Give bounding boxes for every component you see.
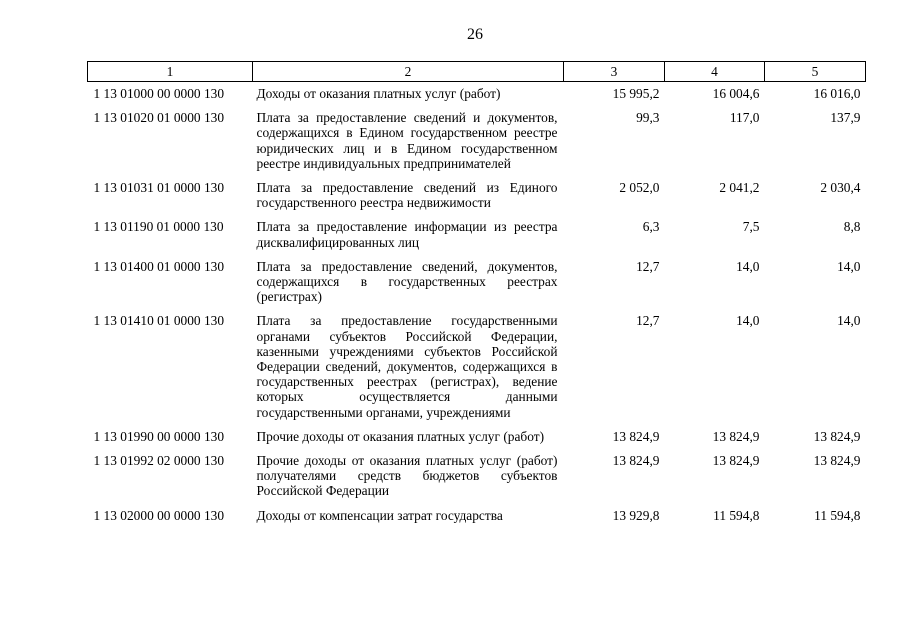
row-value-col3: 2 052,0 — [619, 180, 660, 196]
row-name: Плата за предоставление сведений из Единого государственного реестра недвижимости — [256, 180, 558, 211]
row-name: Прочие доходы от оказания платных услуг (работ) — [256, 428, 545, 444]
row-value-col5: 14,0 — [837, 258, 861, 274]
row-value-col3: 15 995,2 — [612, 86, 660, 101]
row-value-col4: 117,0 — [729, 110, 760, 126]
row-value-col4: 14,0 — [736, 313, 760, 329]
row-value-col5: 11 594,8 — [814, 507, 861, 523]
row-code: 1 13 01410 01 0000 130 — [93, 313, 225, 329]
row-name: Плата за предоставление информации из реестра дисквалифицированных лиц — [256, 219, 558, 250]
row-value-col5: 16 016,0 — [813, 86, 861, 101]
table-body — [88, 82, 866, 528]
table-row — [88, 425, 866, 449]
row-code: 1 13 01000 00 0000 130 — [93, 86, 225, 101]
row-code: 1 13 01031 01 0000 130 — [93, 180, 225, 196]
row-value-col5: 2 030,4 — [820, 180, 861, 196]
row-value-col3: 99,3 — [636, 110, 660, 126]
row-value-col4: 14,0 — [736, 258, 760, 274]
budget-table — [87, 61, 866, 528]
header-col-3: 3 — [564, 62, 665, 82]
row-value-col4: 7,5 — [742, 219, 760, 235]
row-value-col3: 13 929,8 — [612, 507, 660, 523]
row-value-col4: 16 004,6 — [712, 86, 760, 101]
page-number: 26 — [467, 26, 483, 43]
row-code: 1 13 01992 02 0000 130 — [93, 453, 225, 469]
row-value-col5: 137,9 — [830, 110, 861, 126]
row-code: 1 13 01990 00 0000 130 — [93, 428, 225, 444]
row-name: Плата за предоставление сведений, документов, содержащихся в государственных реестрах (регистрах) — [256, 258, 558, 305]
row-name: Доходы от компенсации затрат государства — [256, 507, 503, 523]
table-row — [88, 176, 866, 215]
header-col-5: 5 — [765, 62, 866, 82]
table-row — [88, 255, 866, 310]
row-name: Доходы от оказания платных услуг (работ) — [256, 86, 501, 101]
row-name: Прочие доходы от оказания платных услуг (работ) получателями средств бюджетов субъектов Российской Федерации — [256, 453, 558, 499]
table-row — [88, 504, 866, 528]
header-row — [88, 62, 866, 82]
row-name: Плата за предоставление сведений и документов, содержащихся в Едином государственном реестре юридических лиц и в Едином государственном реестре индивидуальных предпринимателей — [256, 110, 558, 171]
row-code: 1 13 01190 01 0000 130 — [93, 219, 224, 235]
row-value-col3: 12,7 — [636, 258, 660, 274]
header-col-4: 4 — [665, 62, 765, 82]
row-code: 1 13 01020 01 0000 130 — [93, 110, 225, 126]
row-value-col3: 13 824,9 — [612, 453, 660, 469]
table-row — [88, 309, 866, 424]
row-value-col5: 14,0 — [837, 313, 861, 329]
row-code: 1 13 02000 00 0000 130 — [93, 507, 225, 523]
row-value-col3: 12,7 — [636, 313, 660, 329]
row-value-col4: 13 824,9 — [712, 453, 760, 469]
table-row — [88, 449, 866, 504]
header-col-2: 2 — [253, 62, 564, 82]
row-code: 1 13 01400 01 0000 130 — [93, 258, 225, 274]
row-value-col5: 8,8 — [843, 219, 861, 235]
row-value-col4: 2 041,2 — [719, 180, 760, 196]
row-value-col3: 6,3 — [642, 219, 660, 235]
row-value-col5: 13 824,9 — [813, 428, 861, 444]
row-value-col5: 13 824,9 — [813, 453, 861, 469]
table-row — [88, 82, 866, 107]
table-row — [88, 106, 866, 176]
row-value-col4: 11 594,8 — [713, 507, 760, 523]
header-col-1: 1 — [88, 62, 253, 82]
row-value-col4: 13 824,9 — [712, 428, 760, 444]
row-value-col3: 13 824,9 — [612, 428, 660, 444]
row-name: Плата за предоставление государственными органами субъектов Российской Федерации, казенными учреждениями субъектов Российской Федерации сведений, документов, содержащихся в государственных реестрах (регистрах), ведение которых осуществляется данными государственными органами, учреждениями — [256, 313, 558, 420]
table-row — [88, 215, 866, 254]
table-header — [88, 62, 866, 82]
